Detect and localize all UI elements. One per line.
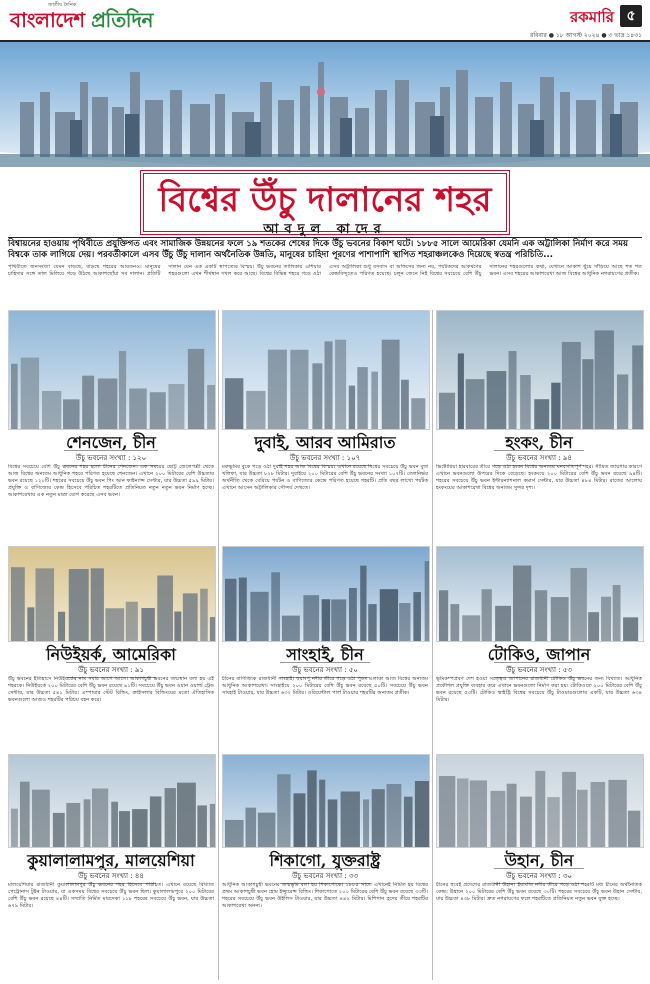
city-name-caption: দুবাই, আরব আমিরাত	[254, 433, 396, 452]
count-prefix: উঁচু ভবনের সংখ্যা :	[78, 872, 133, 880]
city-name-caption: নিউইয়র্ক, আমেরিকা	[46, 645, 176, 664]
count-value: ৫৩	[562, 666, 572, 674]
city-description: উঁচু ভবনের ইতিহাসে নিউইয়র্কের নাম সবার আগে আসে। আকাশচুম্বী ভবনের জন্মস্থান বলা হয় এই শহরকে। নিউইয়র্কে ২০০ মিটারের বেশি উঁচু ভবন রয়েছে ৯১টি। সবচেয়ে উঁচু ভবন ওয়ান ওয়ার্ল্ড ট্রেড সেন্টার, যার উচ্চতা ৫৪১ মিটার। এম্পায়ার স্টেট বিল্ডিং, ক্রাইসলার বিল্ডিংয়ের মতো ঐতিহাসিক ভবনগুলো আজও শহরটির পরিচয় বহন করে।	[8, 676, 214, 703]
count-prefix: উঁচু ভবনের সংখ্যা :	[292, 872, 347, 880]
city-name-caption: শেনজেন, চীন	[66, 433, 156, 452]
city-description: মরুভূমির বুকে গড়ে ওঠা দুবাই শহর আজ বিশ্বের বিস্ময়। এখানে রয়েছে বিশ্বের সবচেয়ে উঁচু ভবন বুর্জ খলিফা, যার উচ্চতা ৮২৮ মিটার। দুবাইয়ে ২০০ মিটারের বেশি উঁচু ভবনের সংখ্যা ১০৭টি। তেলনির্ভর অর্থনীতি থেকে বেরিয়ে পর্যটন ও বাণিজ্যের কেন্দ্রে পরিণত হয়েছে শহরটি। প্রতি বছর লাখো পর্যটক এখানে আসেন অট্টালিকার সৌন্দর্য দেখতে।	[222, 464, 428, 491]
city-name-caption: কুয়ালালামপুর, মালয়েশিয়া	[27, 851, 195, 870]
intro-body-text: পৃথিবীতে জনসংখ্যা যেমন বাড়ছে, বাড়ছে শহরের আয়তনও। মানুষের চাহিদার সঙ্গে তাল মিলিয়ে গড়ে উঠছে আকাশছোঁয়া সব দালান। প্রতিটি দালান যেন এক একটি স্থাপত্যের বিস্ময়। উঁচু ভবনের তালিকায় এশিয়ার শহরগুলো এখন শীর্ষস্থান দখল করে আছে। বিশ্বের বিভিন্ন শহরে গড়ে ওঠা এসব অট্টালিকা শুধু বসবাস বা অফিসের জন্য নয়, পর্যটকদের আকর্ষণের কেন্দ্রবিন্দুতেও পরিণত হয়েছে। চলুন জেনে নিই বিশ্বের সবচেয়ে বেশি উঁচু দালানের শহরগুলোর কথা, যেখানে আকাশ ছুঁয়ে দাঁড়িয়ে আছে শত শত ভবন। এসব শহরের আকাশরেখা আজ বিশ্বের আধুনিক নগরায়ণের প্রতীক।	[8, 264, 642, 277]
count-value: ৪৪	[134, 872, 144, 880]
city-description: চীনের বাণিজ্যিক রাজধানী সাংহাই। হুয়াংপু নদীর তীরে গড়ে ওঠা পুডং এলাকা আজ বিশ্বের অন্যতম আধুনিক আকাশরেখা। সাংহাইয়ে ২০০ মিটারের বেশি উঁচু ভবন রয়েছে ৫০টি। সবচেয়ে উঁচু ভবন সাংহাই টাওয়ার, যার উচ্চতা ৬৩২ মিটার। ওরিয়েন্টাল পার্ল টাওয়ার শহরটির অন্যতম প্রতীক।	[222, 676, 428, 696]
count-value: ৩০	[562, 872, 572, 880]
newspaper-logo[interactable]	[10, 6, 153, 39]
article-intro: বিশ্বায়নের হাওয়ায় পৃথিবীতে প্রযুক্তিগত এবং সামাজিক উন্নয়নের ফলে ১৯ শতকের শেষের দিকে উঁচু ভবনের বিকাশ ঘটে। ১৮৮৫ সালে আমেরিকা যেমনি এক অট্টালিকা নির্মাণ করে সময় বিশ্বকে তাক লাগিয়ে দেয়। পরবর্তীকালে এসব উঁচু উঁচু দালান অর্থনৈতিক উন্নতি, মানুষের চাহিদা পূরণের পাশাপাশি স্থাপিত শহরাঞ্চলকেও দিয়েছে স্বতন্ত্র পরিচিতি...	[8, 239, 628, 260]
byline: আবদুল কাদের	[263, 222, 387, 237]
city-description: মালয়েশিয়ার রাজধানী কুয়ালালামপুর উঁচু ভবনের শহর হিসেবে পরিচিত। এখানে রয়েছে বিখ্যাত পেট্রোনাস টুইন টাওয়ার, যা একসময় বিশ্বের সবচেয়ে উঁচু ভবন ছিল। কুয়ালালামপুরে ২০০ মিটারের বেশি উঁচু ভবন রয়েছে ৪৪টি। সম্প্রতি নির্মিত মারদেকা ১১৮ শহরের সবচেয়ে উঁচু ভবন, যার উচ্চতা ৬৭৯ মিটার।	[8, 882, 214, 909]
city-skyline-photo	[8, 546, 216, 642]
city-name-caption: হংকং, চীন	[505, 433, 573, 452]
column-divider	[218, 310, 219, 980]
city-skyline-photo	[222, 310, 430, 430]
city-skyline-photo	[8, 754, 216, 848]
section-title: রকমারি	[570, 8, 614, 26]
count-value: ১০৭	[346, 454, 361, 462]
logo-tagline: জাতীয় দৈনিক	[48, 2, 77, 8]
city-description: আধুনিক আকাশচুম্বী ভবনের জন্মভূমি বলা হয় শিকাগোকে। ১৮৮৫ সালে এখানেই নির্মিত হয় বিশ্বের প্রথম আকাশচুম্বী ভবন হোম ইন্স্যুরেন্স বিল্ডিং। শিকাগোতে ২০০ মিটারের বেশি উঁচু ভবন রয়েছে ৩৩টি। শহরের সবচেয়ে উঁচু ভবন উইলিস টাওয়ার, যার উচ্চতা ৪৪২ মিটার। মিশিগান হ্রদের তীরে শহরটির আকাশরেখা অনন্য।	[222, 882, 428, 909]
masthead	[0, 0, 650, 42]
count-prefix: উঁচু ভবনের সংখ্যা :	[506, 454, 561, 462]
city-description: চীনের হুবেই প্রদেশের রাজধানী উহান। ইয়াংজি নদীর তীরে গড়ে ওঠা শহরটি মধ্য চীনের অর্থনৈতিক কেন্দ্র। উহানে ২০০ মিটারের বেশি উঁচু ভবন রয়েছে ৩০টি। শহরের সবচেয়ে উঁচু ভবন উহান সেন্টার, যার উচ্চতা ৪৩৮ মিটার। দ্রুত নগরায়ণের ফলে শহরটিতে প্রতিনিয়ত নতুন ভবন যুক্ত হচ্ছে।	[436, 882, 642, 902]
city-description: ভূমিকম্পপ্রবণ দেশ হওয়া সত্ত্বেও জাপানের রাজধানী টোকিও উঁচু ভবনের জন্য বিখ্যাত। আধুনিক প্রকৌশল প্রযুক্তি ব্যবহার করে এখানে ভবনগুলো নির্মাণ করা হয়। টোকিওতে ২০০ মিটারের বেশি উঁচু ভবন রয়েছে ৫৩টি। টোকিও স্কাইট্রি বিশ্বের সবচেয়ে উঁচু টাওয়ারগুলোর একটি, যার উচ্চতা ৬৩৪ মিটার।	[436, 676, 642, 703]
city-name-caption: শিকাগো, যুক্তরাষ্ট্র	[269, 851, 381, 870]
city-skyline-photo	[222, 546, 430, 642]
count-value: ৩৩	[348, 872, 358, 880]
divider-rule	[8, 237, 642, 238]
count-prefix: উঁচু ভবনের সংখ্যা :	[506, 666, 561, 674]
headline-text: বিশ্বের উঁচু দালানের শহর	[140, 170, 509, 235]
hero-skyline-image	[0, 42, 650, 167]
count-prefix: উঁচু ভবনের সংখ্যা :	[75, 454, 131, 462]
city-skyline-photo	[436, 754, 644, 848]
city-skyline-photo	[436, 310, 644, 430]
city-name-caption: টোকিও, জাপান	[487, 645, 591, 664]
count-value: ৯১	[134, 666, 144, 674]
dateline: রবিবার ● ১৮ আগস্ট ২০২৪ ● ৩ ভাদ্র ১৪৩১	[530, 32, 642, 39]
count-value: ৯৪	[562, 454, 572, 462]
logo-accent: প্রতিদিন	[91, 8, 153, 32]
count-prefix: উঁচু ভবনের সংখ্যা :	[78, 666, 133, 674]
column-divider	[432, 310, 433, 980]
city-skyline-photo	[222, 754, 430, 848]
city-name-caption: উহান, চীন	[504, 851, 574, 870]
city-name-caption: সাংহাই, চীন	[286, 645, 364, 664]
page-number: ৫	[620, 5, 642, 27]
logo-main: বাংলাদেশ	[10, 8, 92, 32]
count-prefix: উঁচু ভবনের সংখ্যা :	[292, 666, 347, 674]
count-value: ১২০	[132, 454, 147, 462]
city-description: বিশ্বের সবচেয়ে বেশি উঁচু ভবনের শহর হলো চীনের শেনজেন। এক সময়ের ছোট্ট জেলেপল্লী থেকে আজ বিশ্বের অন্যতম আধুনিক শহরে পরিণত হয়েছে শেনজেন। এখানে ২০০ মিটারের বেশি উচ্চতার ভবন রয়েছে ১২০টি। শহরের সবচেয়ে উঁচু ভবন পিং আন ফাইন্যান্স সেন্টার, যার উচ্চতা ৫৯৯ মিটার। প্রযুক্তি ও বাণিজ্যের কেন্দ্র হিসেবে পরিচিত শহরটিতে প্রতিনিয়ত নতুন নতুন ভবন নির্মাণ হচ্ছে। আকাশরেখায় এক নতুন মাত্রা যোগ করেছে এসব ভবন।	[8, 464, 214, 498]
city-skyline-photo	[436, 546, 644, 642]
count-value: ৫০	[348, 666, 358, 674]
count-prefix: উঁচু ভবনের সংখ্যা :	[506, 872, 561, 880]
city-skyline-photo	[8, 310, 216, 430]
count-prefix: উঁচু ভবনের সংখ্যা :	[289, 454, 345, 462]
city-description: ভিক্টোরিয়া হারবারের তীরে গড়ে ওঠা হংকং বিশ্বের অন্যতম ঘনবসতিপূর্ণ শহর। সীমিত জায়গার কারণে এখানে ভবনগুলো উপরের দিকে বেড়েছে। হংকংয়ে ২০০ মিটারের বেশি উঁচু ভবন রয়েছে ৯৪টি। শহরের সবচেয়ে উঁচু ভবন ইন্টারন্যাশনাল কমার্স সেন্টার, যার উচ্চতা ৪৮৪ মিটার। রাতের আলোয় হংকংয়ের আকাশরেখা বিশ্বের অন্যতম সুন্দর দৃশ্য।	[436, 464, 642, 491]
